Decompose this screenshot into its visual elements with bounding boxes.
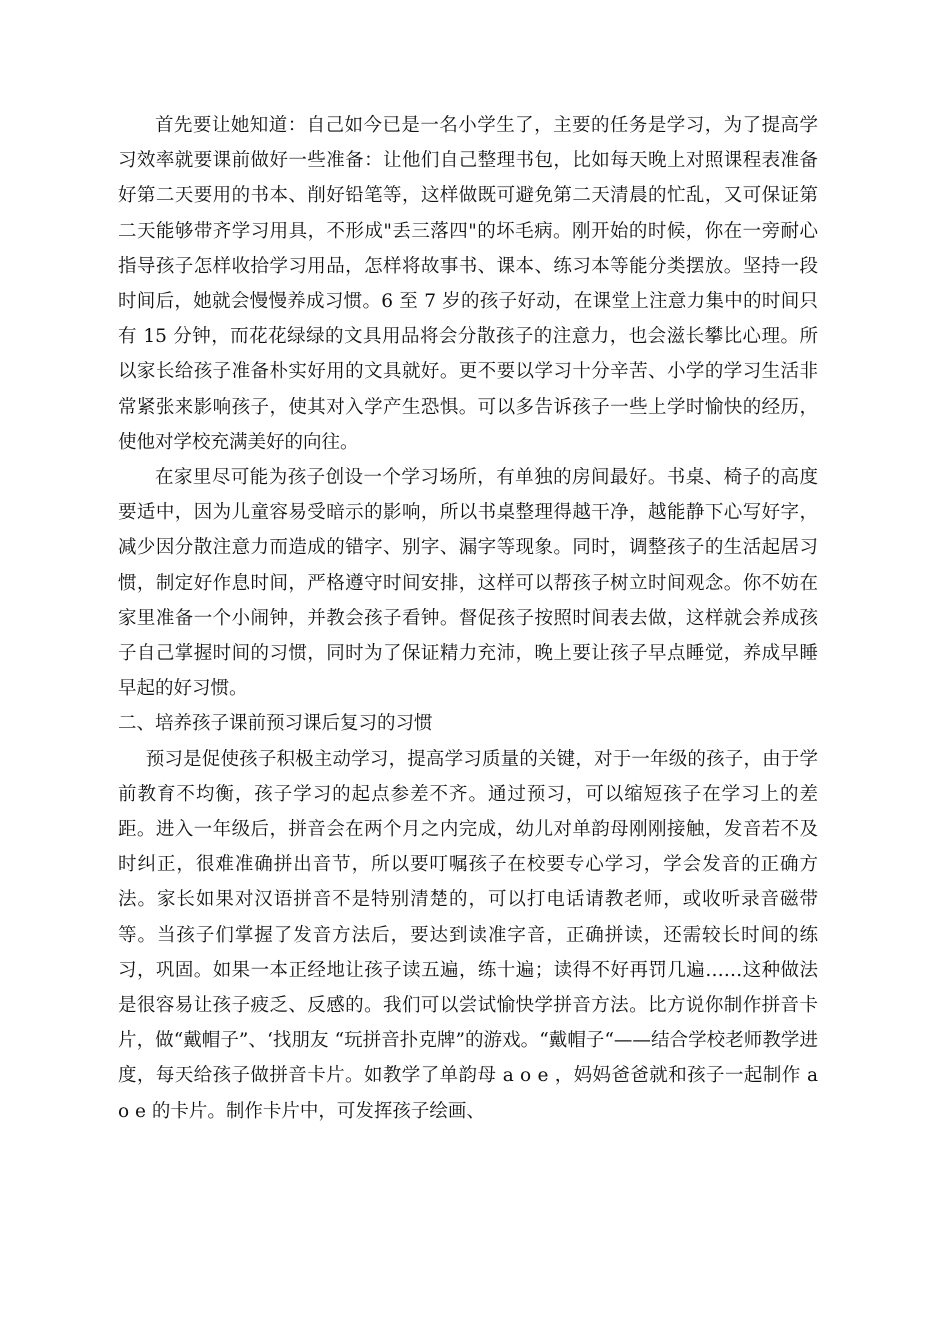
paragraph-preview-habit: 预习是促使孩子积极主动学习，提高学习质量的关键，对于一年级的孩子，由于学前教育不均衡，孩子学习的起点参差不齐。通过预习，可以缩短孩子在学习上的差距。进入一年级后，拼音会在两个月之内完成，幼儿对单韵母刚刚接触，发音若不及时纠正，很难准确拼出音节，所以要叮嘱孩子在校要专心学习，学会发音的正确方法。家长如果对汉语拼音不是特别清楚的，可以打电话请教老师，或收听录音磁带等。当孩子们掌握了发音方法后，要达到读准字音，正确拼读，还需较长时间的练习，巩固。如果一本正经地让孩子读五遍，练十遍；读得不好再罚几遍……这种做法是很容易让孩子疲乏、反感的。我们可以尝试愉快学拼音方法。比方说你制作拼音卡片，做“戴帽子”、‘找朋友 “玩拼音扑克牌”的游戏。“戴帽子“——结合学校老师教学进度，每天给孩子做拼音卡片。如教学了单韵母 a o e ，妈妈爸爸就和孩子一起制作 a o e 的卡片。制作卡片中，可发挥孩子绘画、: [118, 748, 818, 1122]
paragraph-study-space: 在家里尽可能为孩子创设一个学习场所，有单独的房间最好。书桌、椅子的高度要适中，因为儿童容易受暗示的影响，所以书桌整理得越干净，越能静下心写好字，减少因分散注意力而造成的错字、别字、漏字等现象。同时，调整孩子的生活起居习惯，制定好作息时间，严格遵守时间安排，这样可以帮孩子树立时间观念。你不妨在家里准备一个小闹钟，并教会孩子看钟。督促孩子按照时间表去做，这样就会养成孩子自己掌握时间的习惯，同时为了保证精力充沛，晚上要让孩子早点睡觉，养成早睡早起的好习惯。: [118, 467, 818, 700]
section-heading: 二、培养孩子课前预习课后复习的习惯: [118, 713, 433, 735]
document-page: [118, 108, 818, 1129]
paragraph-school-preparation: 首先要让她知道：自己如今已是一名小学生了，主要的任务是学习，为了提高学习效率就要课前做好一些准备：让他们自己整理书包，比如每天晚上对照课程表准备好第二天要用的书本、削好铅笔等，这样做既可避免第二天清晨的忙乱，又可保证第二天能够带齐学习用具，不形成"丢三落四"的坏毛病。刚开始的时候，你在一旁耐心指导孩子怎样收拾学习用品，怎样将故事书、课本、练习本等能分类摆放。坚持一段时间后，她就会慢慢养成习惯。6 至 7 岁的孩子好动，在课堂上注意力集中的时间只有 15 分钟，而花花绿绿的文具用品将会分散孩子的注意力，也会滋长攀比心理。所以家长给孩子准备朴实好用的文具就好。更不要以学习十分辛苦、小学的学习生活非常紧张来影响孩子，使其对入学产生恐惧。可以多告诉孩子一些上学时愉快的经历，使他对学校充满美好的向往。: [118, 115, 818, 453]
